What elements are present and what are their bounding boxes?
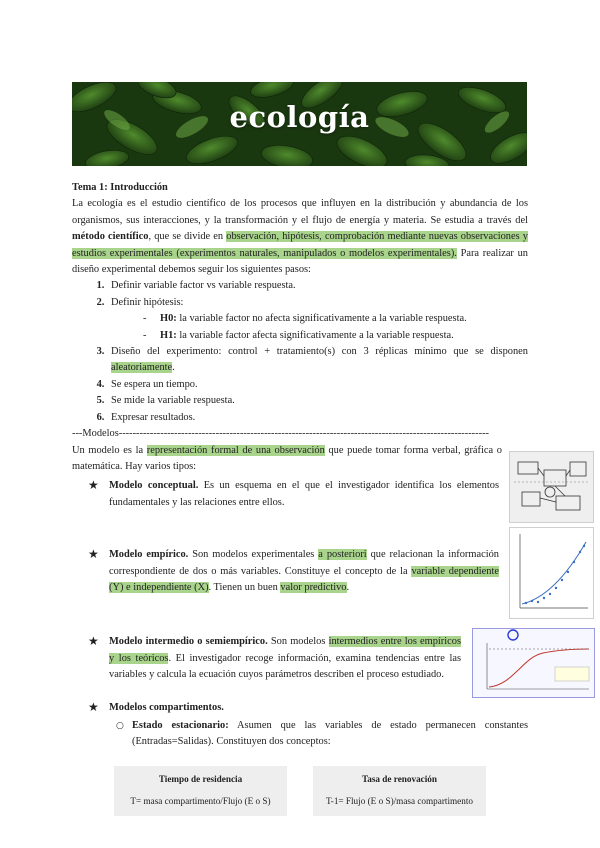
star-bullet-icon: ★ xyxy=(88,699,99,714)
h0-text: la variable factor no afecta significativamente a la variable respuesta. xyxy=(176,313,467,325)
section-title: Tema 1: Introducción xyxy=(72,182,168,193)
empirico-text: Son modelos experimentales xyxy=(188,549,319,561)
header-banner xyxy=(72,82,527,166)
hypothesis-h1 xyxy=(143,328,528,344)
intro-text: La ecología es el estudio científico de los procesos que influyen en la distribución y abundancia de los organismos, sus interacciones, y la transformación y el flujo de energía y materia. Se estudia a través del xyxy=(72,198,528,226)
highlight-aleatoriamente: aleatoriamente xyxy=(111,362,173,374)
step-5: 5. Se mide la variable respuesta. xyxy=(107,393,528,409)
highlight-intermedios: intermedios entre los empíricos y los teóricos xyxy=(109,636,461,664)
step-3-text: Diseño del experimento: control + tratamiento(s) con 3 réplicas mínimo que se disponen xyxy=(111,346,528,358)
formula-boxes xyxy=(114,766,486,816)
hypothesis-h0 xyxy=(143,311,528,327)
estado-estacionario xyxy=(72,718,528,751)
tasa-renovacion-formula: T-1= Flujo (E o S)/masa compartimento xyxy=(326,796,473,806)
intro-text-3: Para realizar un diseño experimental debemos seguir los siguientes pasos: xyxy=(72,247,528,276)
step-4: 4. Se espera un tiempo. xyxy=(107,377,528,393)
highlight-a-posteriori: a posteriori xyxy=(318,549,367,561)
metodo-cientifico-term: método científico xyxy=(72,231,149,243)
models-intro xyxy=(72,443,502,476)
star-bullet-icon: ★ xyxy=(88,634,99,649)
step-1: 1. Definir variable factor vs variable respuesta. xyxy=(107,278,528,294)
intermedio-text: Son modelos xyxy=(267,636,329,648)
highlight-variables: variable dependiente (Y) e independiente (X) xyxy=(109,565,499,593)
highlight-representacion: representación formal de una observación xyxy=(146,444,325,456)
intermedio-title: Modelo intermedio o semiempírico. xyxy=(109,636,268,648)
section-separator: ---Modelos----------------------------------------------------------------------------------------------------------- xyxy=(72,428,489,440)
empirico-text-3: . Tienen un buen xyxy=(208,581,281,593)
step-3 xyxy=(107,344,528,377)
tasa-renovacion-title: Tasa de renovación xyxy=(361,774,438,784)
models-intro-text-2: que puede tomar forma verbal, gráfica o matemática. Hay varios tipos: xyxy=(72,444,502,472)
highlight-valor-predictivo: valor predictivo xyxy=(280,581,347,593)
intermedio-text-2: . El investigador recoge información, examina tendencias entre las variables y calcula la ecuación cuyos parámetros describen el proceso estudiado. xyxy=(109,652,461,681)
model-empirico xyxy=(72,547,499,596)
estacionario-text: Asumen que las variables de estado permanecen constantes (Entradas=Salidas). Constituyen dos conceptos: xyxy=(132,719,528,748)
model-conceptual xyxy=(72,478,499,511)
step-2 xyxy=(107,295,528,344)
h1-text: la variable factor afecta significativamente a la variable respuesta. xyxy=(176,329,454,341)
tasa-renovacion-box xyxy=(313,766,486,816)
empirico-text-4: . xyxy=(346,581,350,593)
step-2-text: Definir hipótesis: xyxy=(111,296,184,308)
highlight-observacion: observación, hipótesis, comprobación mediante nuevas observaciones y estudios experimentales (experimentos naturales, manipulados o modelos experimentales). xyxy=(72,231,528,259)
estacionario-title: Estado estacionario: xyxy=(132,719,229,731)
step-3-end: . xyxy=(172,362,175,374)
steps-list xyxy=(72,278,528,426)
intro-text-2: , que se divide en xyxy=(148,231,227,243)
document-body xyxy=(72,180,528,751)
empirical-scatter-image xyxy=(509,527,594,619)
hypothesis-list xyxy=(111,311,528,344)
empirico-text-2: que relacionan la información correspondiente de dos o más variables. Constituye el concepto de la xyxy=(109,549,499,577)
compartimentos-title: Modelos compartimentos. xyxy=(109,701,224,713)
tiempo-residencia-box xyxy=(114,766,287,816)
model-intermedio xyxy=(72,634,461,683)
h0-label: H0: xyxy=(160,313,177,325)
step-6: 6. Expresar resultados. xyxy=(107,410,528,426)
conceptual-title: Modelo conceptual. xyxy=(109,480,199,492)
models-intro-text: Un modelo es la xyxy=(72,444,147,456)
banner-title: ecología xyxy=(229,100,370,134)
tiempo-residencia-title: Tiempo de residencia xyxy=(158,774,243,784)
semiempirical-curve-image xyxy=(472,628,595,698)
tiempo-residencia-formula: T= masa compartimento/Flujo (E o S) xyxy=(130,796,271,806)
star-bullet-icon: ★ xyxy=(88,547,99,562)
conceptual-text: Es un esquema en el que el investigador identifica los elementos fundamentales y las relaciones entre ellos. xyxy=(109,480,499,508)
intro-paragraph xyxy=(72,196,528,278)
h1-label: H1: xyxy=(160,329,177,341)
circle-bullet-icon: ○ xyxy=(116,720,124,731)
model-compartimentos xyxy=(72,700,528,716)
empirico-title: Modelo empírico. xyxy=(109,549,189,561)
star-bullet-icon: ★ xyxy=(88,478,99,493)
conceptual-diagram-image xyxy=(509,451,594,523)
